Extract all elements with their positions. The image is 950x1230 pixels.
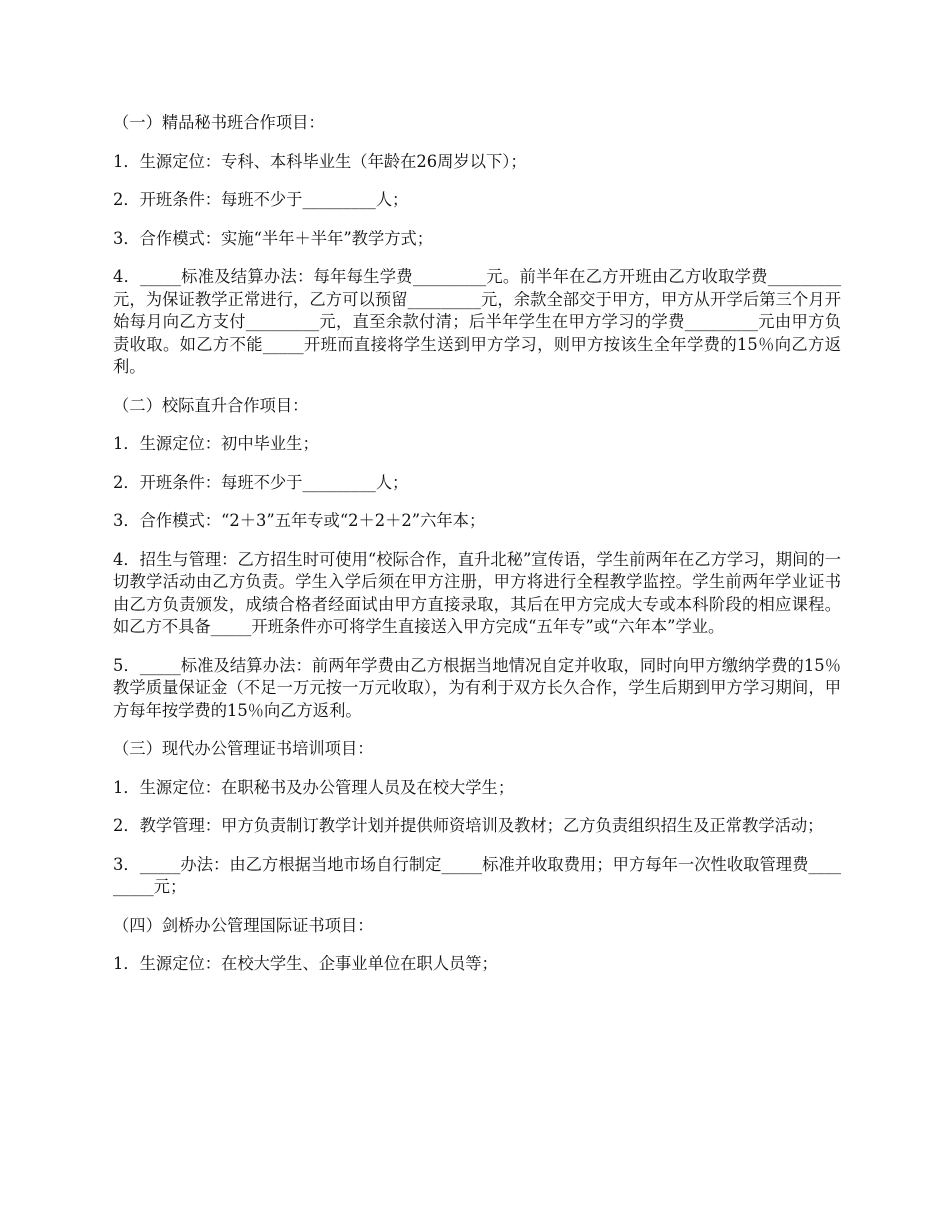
document-page <box>113 112 841 992</box>
paragraph: 4．招生与管理：乙方招生时可使用“校际合作，直升北秘”宣传语，学生前两年在乙方学习，期间的一切教学活动由乙方负责。学生入学后须在甲方注册，甲方将进行全程教学监控。学生前两年学业证书由乙方负责颁发，成绩合格者经面试由甲方直接录取，其后在甲方完成大专或本科阶段的相应课程。如乙方不具备_____开班条件亦可将学生直接送入甲方完成“五年专”或“六年本”学业。 <box>113 549 841 636</box>
paragraph: 3．合作模式：“2＋3”五年专或“2＋2＋2”六年本； <box>113 511 486 530</box>
paragraph: 2．教学管理：甲方负责制订教学计划并提供师资培训及教材；乙方负责组织招生及正常教学活动； <box>113 816 824 835</box>
paragraph: 4．_____标准及结算办法：每年每生学费_________元。前半年在乙方开班由乙方收取学费_________元，为保证教学正常进行，乙方可以预留_________元，余款全部交于甲方，甲方从开学后第三个月开始每月向乙方支付_________元，直至余款付清；后半年学生在甲方学习的学费_________元由甲方负责收取。如乙方不能_____开班而直接将学生送到甲方学习，则甲方按该生全年学费的15％向乙方返利。 <box>113 267 841 376</box>
section-heading-4: （四）剑桥办公管理国际证书项目： <box>113 915 374 935</box>
section-heading-3: （三）现代办公管理证书培训项目： <box>113 739 374 758</box>
paragraph: 3．_____办法：由乙方根据当地市场自行制定_____标准并收取费用；甲方每年一次性收取管理费_________元； <box>113 854 841 896</box>
section-heading-1: （一）精品秘书班合作项目： <box>113 113 325 132</box>
section-heading-2: （二）校际直升合作项目： <box>113 395 309 415</box>
paragraph: 2．开班条件：每班不少于_________人； <box>113 472 409 492</box>
paragraph: 2．开班条件：每班不少于_________人； <box>113 190 409 209</box>
paragraph: 1．生源定位：在校大学生、企事业单位在职人员等； <box>113 954 498 973</box>
paragraph: 1．生源定位：专科、本科毕业生（年龄在26周岁以下）； <box>113 151 527 171</box>
paragraph: 1．生源定位：初中毕业生； <box>113 434 319 453</box>
paragraph: 5．_____标准及结算办法：前两年学费由乙方根据当地情况自定并收取，同时向甲方缴纳学费的15％教学质量保证金（不足一万元按一万元收取），为有利于双方长久合作，学生后期到甲方学习期间，甲方每年按学费的15％向乙方返利。 <box>113 655 841 720</box>
paragraph: 3．合作模式：实施“半年＋半年”教学方式； <box>113 228 434 248</box>
paragraph: 1．生源定位：在职秘书及办公管理人员及在校大学生； <box>113 777 515 797</box>
